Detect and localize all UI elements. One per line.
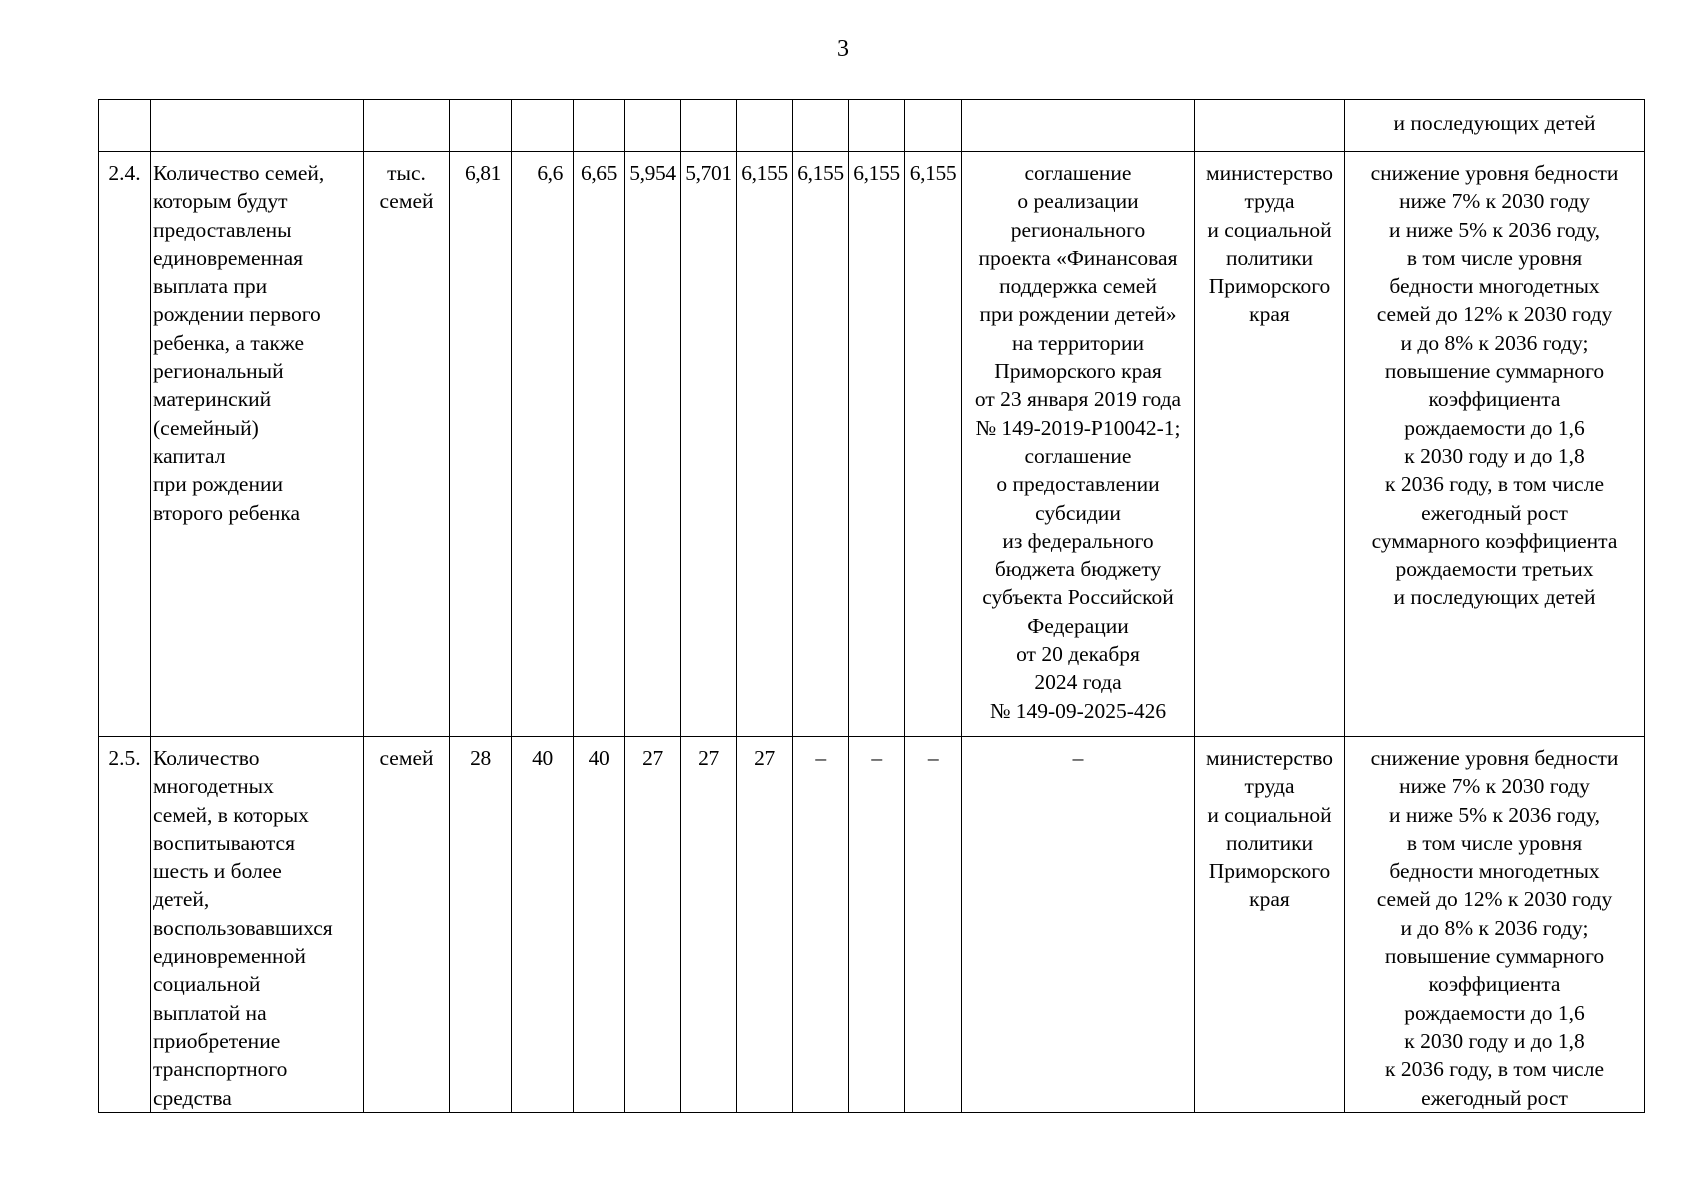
cell-value: 6,155	[737, 152, 793, 737]
cell-value: 27	[737, 737, 793, 1113]
table-row-continued	[99, 100, 1645, 152]
cell-responsible: министерство труда и социальной политики Приморского края	[1195, 152, 1345, 737]
cell-goal: снижение уровня бедности ниже 7% к 2030 году и ниже 5% к 2036 году, в том числе уровня бедности многодетных семей до 12% к 2030 году и до 8% к 2036 году; повышение суммарного коэффициента рождаемости до 1,6 к 2030 году и до 1,8 к 2036 году, в том числе ежегодный рост суммарного коэффициента рождаемости третьих и последующих детей	[1345, 152, 1645, 737]
cell-empty	[450, 100, 512, 152]
cell-goal: снижение уровня бедности ниже 7% к 2030 году и ниже 5% к 2036 году, в том числе уровня бедности многодетных семей до 12% к 2030 году и до 8% к 2036 году; повышение суммарного коэффициента рождаемости до 1,6 к 2030 году и до 1,8 к 2036 году, в том числе ежегодный рост	[1345, 737, 1645, 1113]
cell-value: –	[793, 737, 849, 1113]
cell-empty	[962, 100, 1195, 152]
cell-empty	[793, 100, 849, 152]
cell-empty	[574, 100, 625, 152]
cell-responsible: министерство труда и социальной политики Приморского края	[1195, 737, 1345, 1113]
cell-empty	[99, 100, 151, 152]
cell-empty	[364, 100, 450, 152]
cell-value: 6,155	[905, 152, 962, 737]
cell-value: 27	[681, 737, 737, 1113]
cell-number: 2.5.	[99, 737, 151, 1113]
table-row	[99, 152, 1645, 737]
cell-value: 28	[450, 737, 512, 1113]
cell-value: 40	[512, 737, 574, 1113]
page-number: 3	[837, 36, 849, 62]
cell-indicator-name: Количество многодетных семей, в которых воспитываются шесть и более детей, воспользовавшихся единовременной социальной выплатой на приобретение транспортного средства	[151, 737, 364, 1113]
cell-indicator-name: Количество семей, которым будут предоставлены единовременная выплата при рождении первого ребенка, а также региональный материнский (семейный) капитал при рождении второго ребенка	[151, 152, 364, 737]
cell-document: соглашение о реализации регионального проекта «Финансовая поддержка семей при рождении детей» на территории Приморского края от 23 января 2019 года № 149-2019-P10042-1; соглашение о предоставлении субсидии из федерального бюджета бюджету субъекта Российской Федерации от 20 декабря 2024 года № 149-09-2025-426	[962, 152, 1195, 737]
cell-value: 6,155	[793, 152, 849, 737]
cell-empty	[681, 100, 737, 152]
cell-value: 6,65	[574, 152, 625, 737]
cell-empty	[151, 100, 364, 152]
cell-value: 6,155	[849, 152, 905, 737]
cell-document: –	[962, 737, 1195, 1113]
cell-value: 27	[625, 737, 681, 1113]
cell-value: 40	[574, 737, 625, 1113]
cell-value: 5,701	[681, 152, 737, 737]
cell-value: –	[849, 737, 905, 1113]
cell-value: –	[905, 737, 962, 1113]
table-row	[99, 737, 1645, 1113]
cell-value: 5,954	[625, 152, 681, 737]
cell-goal: и последующих детей	[1345, 100, 1645, 152]
cell-empty	[905, 100, 962, 152]
cell-number: 2.4.	[99, 152, 151, 737]
cell-empty	[849, 100, 905, 152]
cell-value: 6,6	[512, 152, 574, 737]
cell-empty	[512, 100, 574, 152]
cell-empty	[625, 100, 681, 152]
cell-unit: семей	[364, 737, 450, 1113]
cell-value: 6,81	[450, 152, 512, 737]
cell-empty	[737, 100, 793, 152]
indicators-table	[98, 99, 1645, 1113]
cell-empty	[1195, 100, 1345, 152]
cell-unit: тыс. семей	[364, 152, 450, 737]
